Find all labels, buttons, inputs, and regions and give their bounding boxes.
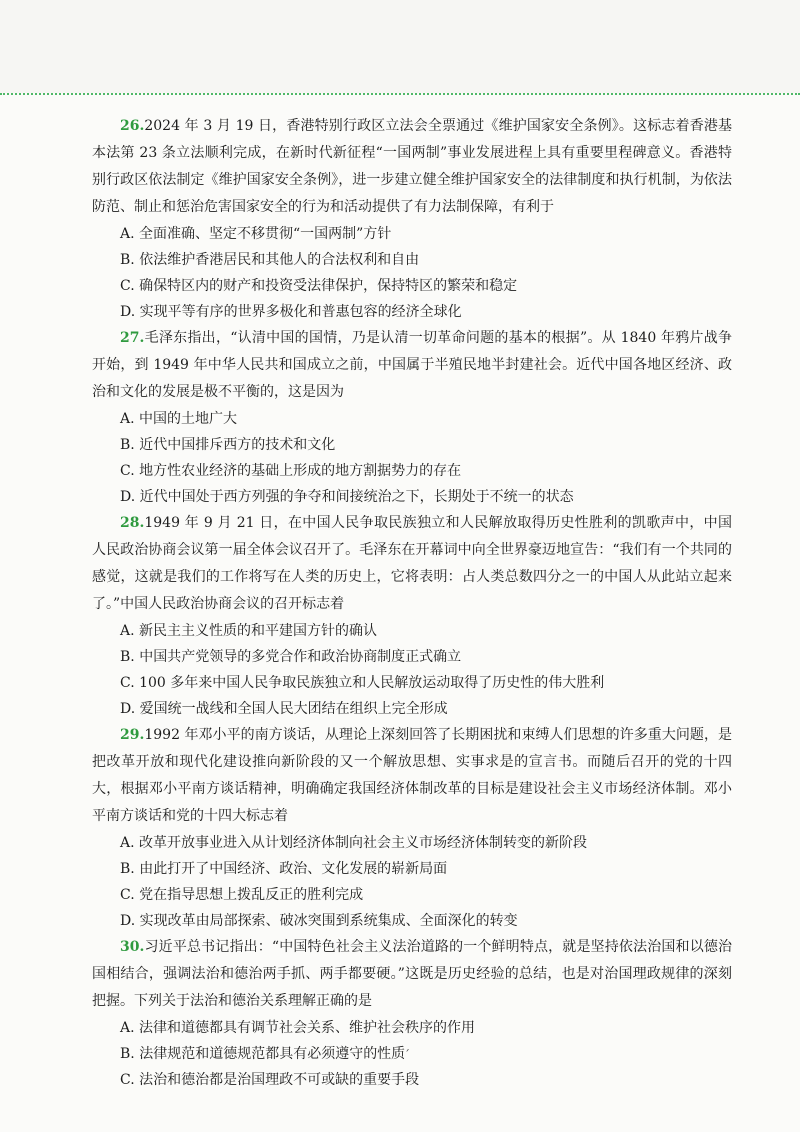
question-stem bbox=[92, 113, 732, 221]
question-text: 毛泽东指出，“认清中国的国情，乃是认清一切革命问题的基本的根据”。从 1840 年鸦片战争开始，到 1949 年中华人民共和国成立之前，中国属于半殖民地半封建社会。近代中国各地区经济、政治和文化的发展是极不平衡的，这是因为 bbox=[92, 330, 732, 400]
option-c: C. 确保特区内的财产和投资受法律保护，保持特区的繁荣和稳定 bbox=[120, 278, 518, 294]
question-number: 27. bbox=[120, 330, 145, 346]
question-stem bbox=[92, 510, 732, 618]
question-stem bbox=[92, 722, 732, 830]
option-a: A. 法律和道德都具有调节社会关系、维护社会秩序的作用 bbox=[120, 1020, 476, 1036]
option-d: D. 实现平等有序的世界多极化和普惠包容的经济全球化 bbox=[120, 304, 462, 320]
question-28 bbox=[92, 510, 732, 722]
page-top-band bbox=[0, 0, 800, 93]
option-d: D. 近代中国处于西方列强的争夺和间接统治之下，长期处于不统一的状态 bbox=[120, 489, 574, 505]
option-d: D. 实现改革由局部探索、破冰突围到系统集成、全面深化的转变 bbox=[120, 913, 518, 929]
question-number: 29. bbox=[120, 727, 145, 743]
question-26 bbox=[92, 113, 732, 325]
question-29 bbox=[92, 722, 732, 934]
question-27 bbox=[92, 325, 732, 510]
option-c: C. 法治和德治都是治国理政不可或缺的重要手段 bbox=[120, 1072, 420, 1088]
dotted-divider bbox=[0, 93, 800, 95]
option-c: C. 地方性农业经济的基础上形成的地方割据势力的存在 bbox=[120, 463, 462, 479]
option-d: D. 爱国统一战线和全国人民大团结在组织上完全形成 bbox=[120, 701, 448, 717]
option-b: B. 由此打开了中国经济、政治、文化发展的崭新局面 bbox=[120, 861, 448, 877]
option-a: A. 新民主主义性质的和平建国方针的确认 bbox=[120, 623, 378, 639]
question-text: 1949 年 9 月 21 日，在中国人民争取民族独立和人民解放取得历史性胜利的凯歌声中，中国人民政治协商会议第一届全体会议召开了。毛泽东在开幕词中向全世界豪迈地宣告：“我们有一个共同的感觉，这就是我们的工作将写在人类的历史上，它将表明：占人类总数四分之一的中国人从此站立起来了。”中国人民政治协商会议的召开标志着 bbox=[92, 515, 732, 612]
question-text: 习近平总书记指出：“中国特色社会主义法治道路的一个鲜明特点，就是坚持依法治国和以德治国相结合，强调法治和德治两手抓、两手都要硬。”这既是历史经验的总结，也是对治国理政规律的深刻把握。下列关于法治和德治关系理解正确的是 bbox=[92, 939, 732, 1009]
option-c: C. 党在指导思想上拨乱反正的胜利完成 bbox=[120, 887, 364, 903]
option-a: A. 改革开放事业进入从计划经济体制向社会主义市场经济体制转变的新阶段 bbox=[120, 835, 588, 851]
question-stem bbox=[92, 934, 732, 1015]
option-b: B. 近代中国排斥西方的技术和文化 bbox=[120, 437, 336, 453]
question-stem bbox=[92, 325, 732, 406]
question-text: 2024 年 3 月 19 日，香港特别行政区立法会全票通过《维护国家安全条例》。这标志着香港基本法第 23 条立法顺利完成，在新时代新征程“一国两制”事业发展进程上具有重要里程碑意义。香港特别行政区依法制定《维护国家安全条例》，进一步建立健全维护国家安全的法律制度和执行机制，为依法防范、制止和惩治危害国家安全的行为和活动提供了有力法制保障，有利于 bbox=[92, 118, 732, 215]
question-list bbox=[92, 113, 732, 1093]
question-number: 28. bbox=[120, 515, 145, 531]
question-30 bbox=[92, 934, 732, 1093]
page-mark: ˊ bbox=[404, 1048, 410, 1062]
option-c: C. 100 多年来中国人民争取民族独立和人民解放运动取得了历史性的伟大胜利 bbox=[120, 675, 605, 691]
option-a: A. 中国的土地广大 bbox=[120, 411, 238, 427]
question-number: 26. bbox=[120, 118, 145, 134]
option-b: B. 依法维护香港居民和其他人的合法权利和自由 bbox=[120, 252, 420, 268]
question-text: 1992 年邓小平的南方谈话，从理论上深刻回答了长期困扰和束缚人们思想的许多重大问题，是把改革开放和现代化建设推向新阶段的又一个解放思想、实事求是的宣言书。而随后召开的党的十四大，根据邓小平南方谈话精神，明确确定我国经济体制改革的目标是建设社会主义市场经济体制。邓小平南方谈话和党的十四大标志着 bbox=[92, 727, 732, 824]
option-b: B. 法律规范和道德规范都具有必须遵守的性质 bbox=[120, 1046, 406, 1062]
option-a: A. 全面准确、坚定不移贯彻“一国两制”方针 bbox=[120, 226, 392, 242]
option-b: B. 中国共产党领导的多党合作和政治协商制度正式确立 bbox=[120, 649, 462, 665]
question-number: 30. bbox=[120, 939, 145, 955]
